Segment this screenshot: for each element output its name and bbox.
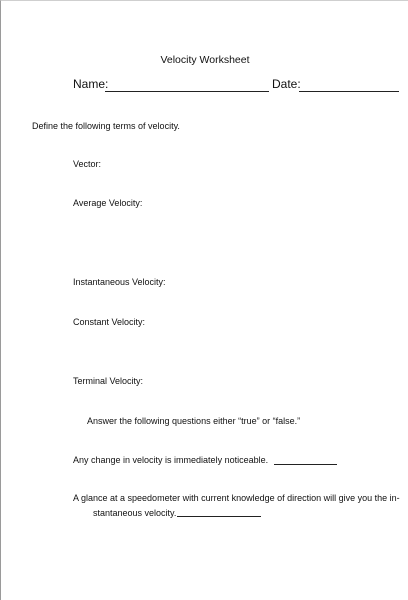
name-blank-line [105,91,269,92]
term-terminal-velocity: Terminal Velocity: [73,376,144,386]
question-2-answer-line [177,516,261,517]
name-label: Name: [73,77,109,91]
worksheet-title: Velocity Worksheet [160,54,250,66]
date-blank-line [299,91,399,92]
true-false-instructions: Answer the following questions either “true” or “false.” [87,416,301,426]
term-constant-velocity: Constant Velocity: [73,317,146,327]
question-1: Any change in velocity is immediately noticeable. [73,455,269,465]
date-label: Date: [272,77,301,91]
question-2-line-2: stantaneous velocity. [93,508,177,518]
term-instantaneous-velocity: Instantaneous Velocity: [73,277,166,287]
term-vector: Vector: [73,159,102,169]
question-1-answer-line [274,464,337,465]
define-instructions: Define the following terms of velocity. [32,121,180,131]
question-2-line-1: A glance at a speedometer with current knowledge of direction will give you the in- [73,493,400,503]
term-average-velocity: Average Velocity: [73,198,143,208]
